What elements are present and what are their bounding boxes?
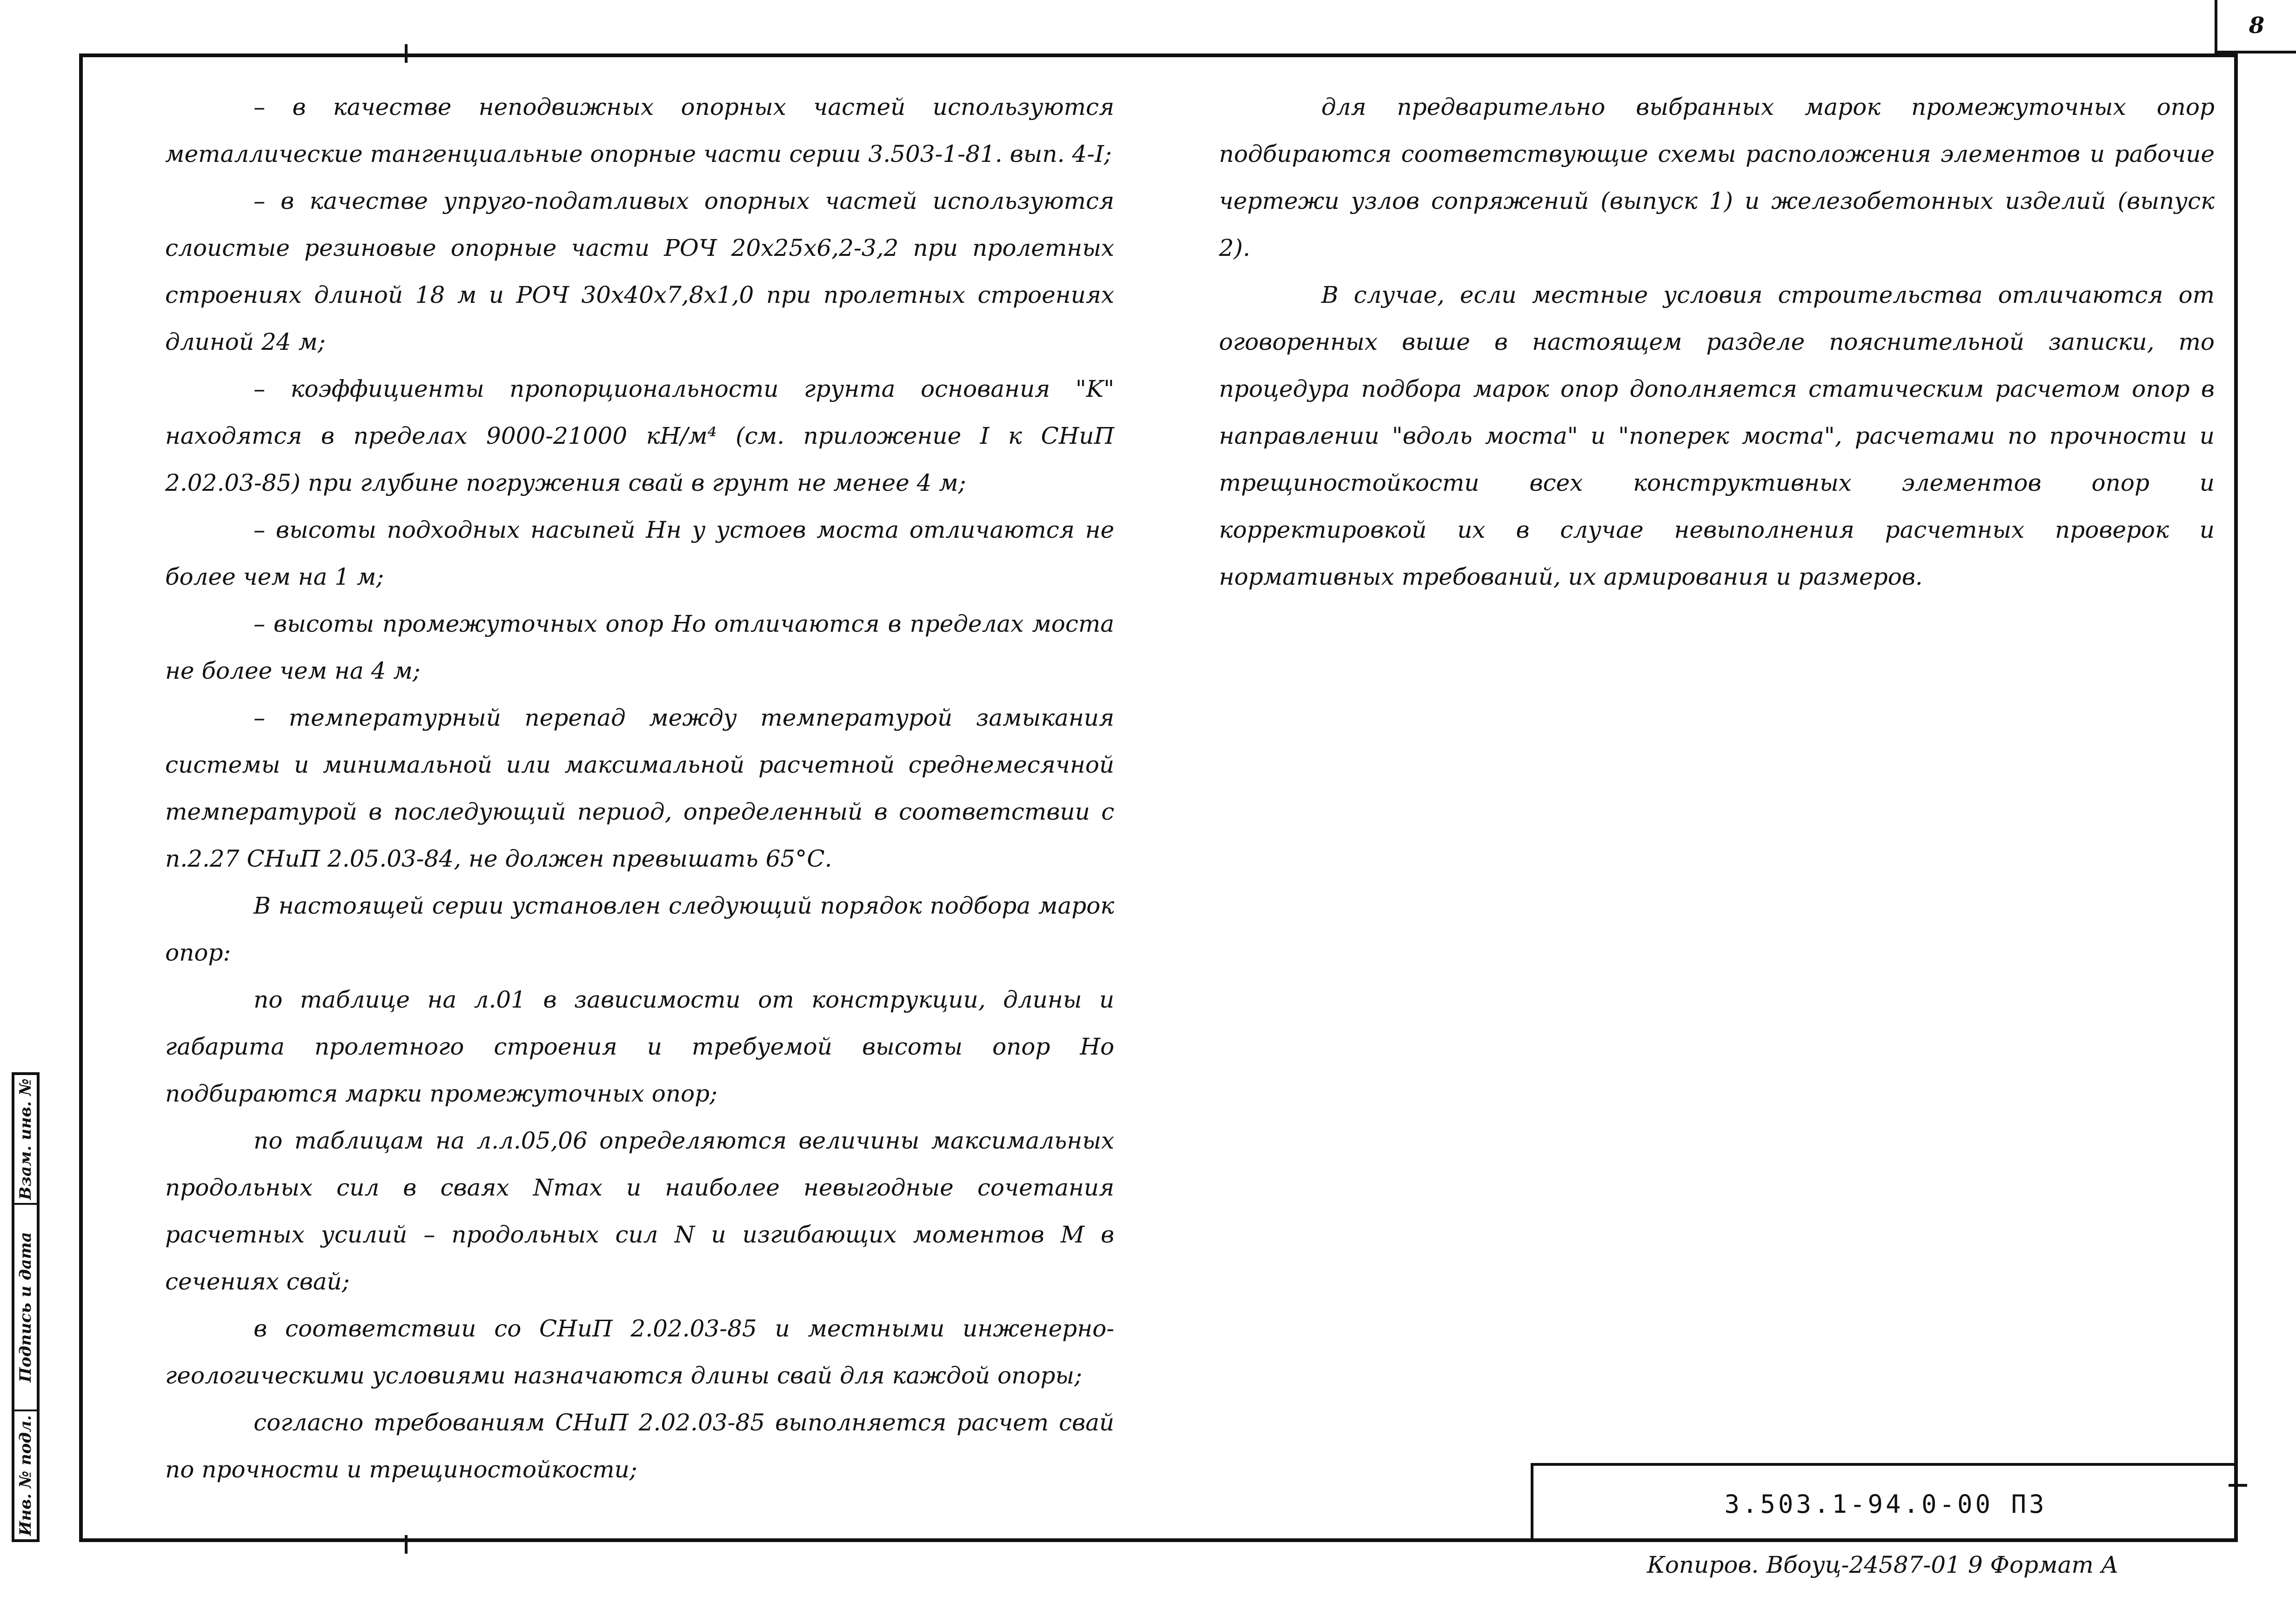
paragraph: в соответствии со СНиП 2.02.03-85 и местными инженерно-геологическими условиями назначаются длины свай для каждой опоры; [165,1315,1114,1389]
signature-date-label: Подпись и дата [16,1232,35,1383]
replace-inv-label: Взам. инв. № [16,1078,35,1200]
document-code: 3.503.1-94.0-00 ПЗ [1724,1489,2047,1519]
copy-format-line: Копиров. Вбоуц-24587-01 9 Формат А [1647,1551,2119,1578]
center-tick-bottom [405,1535,408,1554]
paragraph: – в качестве упруго-податливых опорных частей используются слоистые резиновые опорные части РОЧ 20x25x6,2-3,2 при пролетных строениях длиной 18 м и РОЧ 30x40x7,8x1,0 при пролетных строениях длиной 24 м; [165,187,1114,355]
paragraph: – в качестве неподвижных опорных частей используются металлические тангенциальные опорные части серии 3.503-1-81. вып. 4-I; [165,94,1114,167]
right-edge-tick [2229,1484,2247,1487]
paragraph: согласно требованиям СНиП 2.02.03-85 выполняется расчет свай по прочности и трещиностойкости; [165,1409,1114,1483]
paragraph: по таблице на л.01 в зависимости от конструкции, длины и габарита пролетного строения и требуемой высоты опор Но подбираются марки промежуточных опор; [165,986,1114,1107]
inv-number-label: Инв. № подл. [16,1415,35,1536]
paragraph: – коэффициенты пропорциональности грунта основания "K" находятся в пределах 9000-21000 кН/м⁴ (см. приложение I к СНиП 2.02.03-85) при глубине погружения свай в грунт не менее 4 м; [165,375,1114,496]
paragraph: для предварительно выбранных марок промежуточных опор подбираются соответствующие схемы расположения элементов и рабочие чертежи узлов сопряжений (выпуск 1) и железобетонных изделий (выпуск 2). [1219,94,2215,261]
paragraph: – температурный перепад между температурой замыкания системы и минимальной или максимальной расчетной среднемесячной температурой в последующий период, определенный в соответствии с п.2.27 СНиП 2.05.03-84, не должен превышать 65°С. [165,704,1114,872]
paragraph: – высоты подходных насыпей Нн у устоев моста отличаются не более чем на 1 м; [165,516,1114,590]
title-block-stamp [1531,1463,2238,1542]
left-text-column [165,84,1114,1493]
paragraph: В случае, если местные условия строительства отличаются от оговоренных выше в настоящем разделе пояснительной записки, то процедура подбора марок опор дополняется статическим расчетом опор в направлении "вдоль моста" и "поперек моста", расчетами по прочности и трещиностойкости всех конструктивных элементов опор и корректировкой их в случае невыполнения расчетных проверок и нормативных требований, их армирования и размеров. [1219,281,2215,590]
signature-date-cell [14,1205,37,1411]
right-text-column [1219,84,2215,601]
page-number: 8 [2215,0,2296,53]
replace-inv-cell [14,1075,37,1205]
center-tick-top [405,44,408,63]
paragraph: по таблицам на л.л.05,06 определяются величины максимальных продольных сил в сваях Nmax и наиболее невыгодные сочетания расчетных усилий – продольных сил N и изгибающих моментов М в сечениях свай; [165,1127,1114,1295]
paragraph: – высоты промежуточных опор Но отличаются в пределах моста не более чем на 4 м; [165,610,1114,684]
inv-number-cell [14,1411,37,1539]
binding-margin-table [12,1072,40,1542]
paragraph: В настоящей серии установлен следующий порядок подбора марок опор: [165,892,1114,966]
